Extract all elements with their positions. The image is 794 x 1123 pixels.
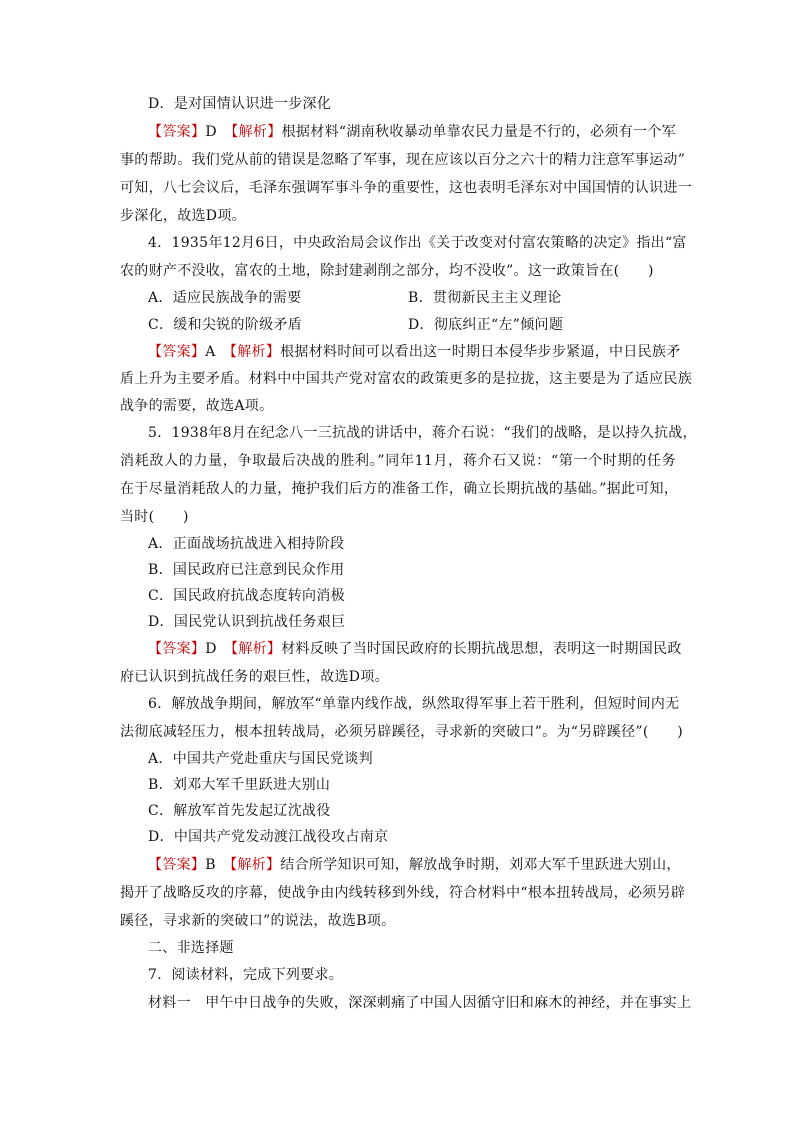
answer-tag: 【答案】 xyxy=(148,344,206,360)
question-6-stem: 法彻底减轻压力，根本扭转战局，必须另辟蹊径，寻求新的突破口”。为“另辟蹊径”( ) xyxy=(120,724,683,740)
analysis-line: 战争的需要，故选A项。 xyxy=(120,398,274,414)
option-a-q6: A．中国共产党赴重庆与国民党谈判 xyxy=(148,751,373,767)
material-one-line: 材料一 甲午中日战争的失败，深深刺痛了中国人因循守旧和麻木的神经，并在事实上 xyxy=(148,995,692,1011)
analysis-tag: 【解析】 xyxy=(231,641,282,657)
question-5-stem: 当时( ) xyxy=(120,509,189,525)
answer-line-q6 xyxy=(148,852,681,878)
analysis-line: 府已认识到抗战任务的艰巨性，故选D项。 xyxy=(120,669,389,685)
question-5-stem: 在于尽量消耗敌人的力量，掩护我们后方的准备工作，确立长期抗战的基础。”据此可知， xyxy=(120,481,679,497)
option-a-q5: A．正面战场抗战进入相持阶段 xyxy=(148,536,345,552)
option-c-q6: C．解放军首先发起辽沈战役 xyxy=(148,803,331,819)
question-7-stem: 7．阅读材料，完成下列要求。 xyxy=(148,967,344,983)
option-b-q4: B．贯彻新民主主义理论 xyxy=(408,290,562,306)
section-heading-nonchoice: 二、非选择题 xyxy=(148,940,234,956)
option-d-q3: D．是对国情认识进一步深化 xyxy=(148,96,332,112)
question-5-stem: 5．1938年8月在纪念八一三抗战的讲话中，蒋介石说：“我们的战略，是以持久抗战， xyxy=(148,425,697,441)
answer-value: D xyxy=(205,641,232,657)
option-c-q4: C．缓和尖锐的阶级矛盾 xyxy=(148,317,303,333)
analysis-text: 根据材料“湖南秋收暴动单靠农民力量是不行的，必须有一个军 xyxy=(281,124,677,140)
answer-tag: 【答案】 xyxy=(148,641,206,657)
answer-value: A xyxy=(205,344,230,360)
answer-line-q3 xyxy=(148,119,676,145)
analysis-line: 步深化，故选D项。 xyxy=(120,208,246,224)
option-b-q6: B．刘邓大军千里跃进大别山 xyxy=(148,777,331,793)
analysis-line: 盾上升为主要矛盾。材料中中国共产党对富农的政策更多的是拉拢，这主要是为了适应民族 xyxy=(120,371,692,387)
analysis-tag: 【解析】 xyxy=(231,124,282,140)
question-6-stem: 6．解放战争期间，解放军“单靠内线作战，纵然取得军事上若干胜利，但短时间内无 xyxy=(148,696,680,712)
answer-tag: 【答案】 xyxy=(148,857,206,873)
option-d-q6: D．中国共产党发动渡江战役攻占南京 xyxy=(148,829,389,845)
analysis-text: 结合所学知识可知，解放战争时期，刘邓大军千里跃进大别山， xyxy=(280,857,681,873)
question-4-stem: 4．1935年12月6日，中央政治局会议作出《关于改变对付富农策略的决定》指出“富 xyxy=(148,235,687,251)
analysis-line: 揭开了战略反攻的序幕，使战争由内线转移到外线，符合材料中“根本扭转战局，必须另辟 xyxy=(120,885,686,901)
analysis-line: 蹊径，寻求新的突破口”的说法，故选B项。 xyxy=(120,913,396,929)
option-c-q5: C．国民政府抗战态度转向消极 xyxy=(148,588,345,604)
question-4-stem: 农的财产不没收，富农的土地，除封建剥削之部分，均不没收”。这一政策旨在( ) xyxy=(120,263,654,279)
option-d-q4: D．彻底纠正“左”倾问题 xyxy=(408,317,564,333)
answer-tag: 【答案】 xyxy=(148,124,206,140)
option-a-q4: A．适应民族战争的需要 xyxy=(148,290,302,306)
answer-value: D xyxy=(205,124,232,140)
question-5-stem: 消耗敌人的力量，争取最后决战的胜利。”同年11月，蒋介石又说：“第一个时期的任务 xyxy=(120,453,676,469)
analysis-line: 事的帮助。我们党从前的错误是忽略了军事，现在应该以百分之六十的精力注意军事运动” xyxy=(120,152,686,168)
analysis-line: 可知，八七会议后，毛泽东强调军事斗争的重要性，这也表明毛泽东对中国国情的认识进一 xyxy=(120,180,692,196)
answer-value: B xyxy=(205,857,231,873)
analysis-text: 材料反映了当时国民政府的长期抗战思想，表明这一时期国民政 xyxy=(281,641,682,657)
analysis-tag: 【解析】 xyxy=(229,344,281,360)
analysis-tag: 【解析】 xyxy=(230,857,281,873)
analysis-text: 根据材料时间可以看出这一时期日本侵华步步紧逼，中日民族矛 xyxy=(280,344,681,360)
answer-line-q5 xyxy=(148,636,682,662)
answer-line-q4 xyxy=(148,339,681,365)
option-d-q5: D．国民党认识到抗战任务艰巨 xyxy=(148,614,346,630)
option-b-q5: B．国民政府已注意到民众作用 xyxy=(148,562,345,578)
